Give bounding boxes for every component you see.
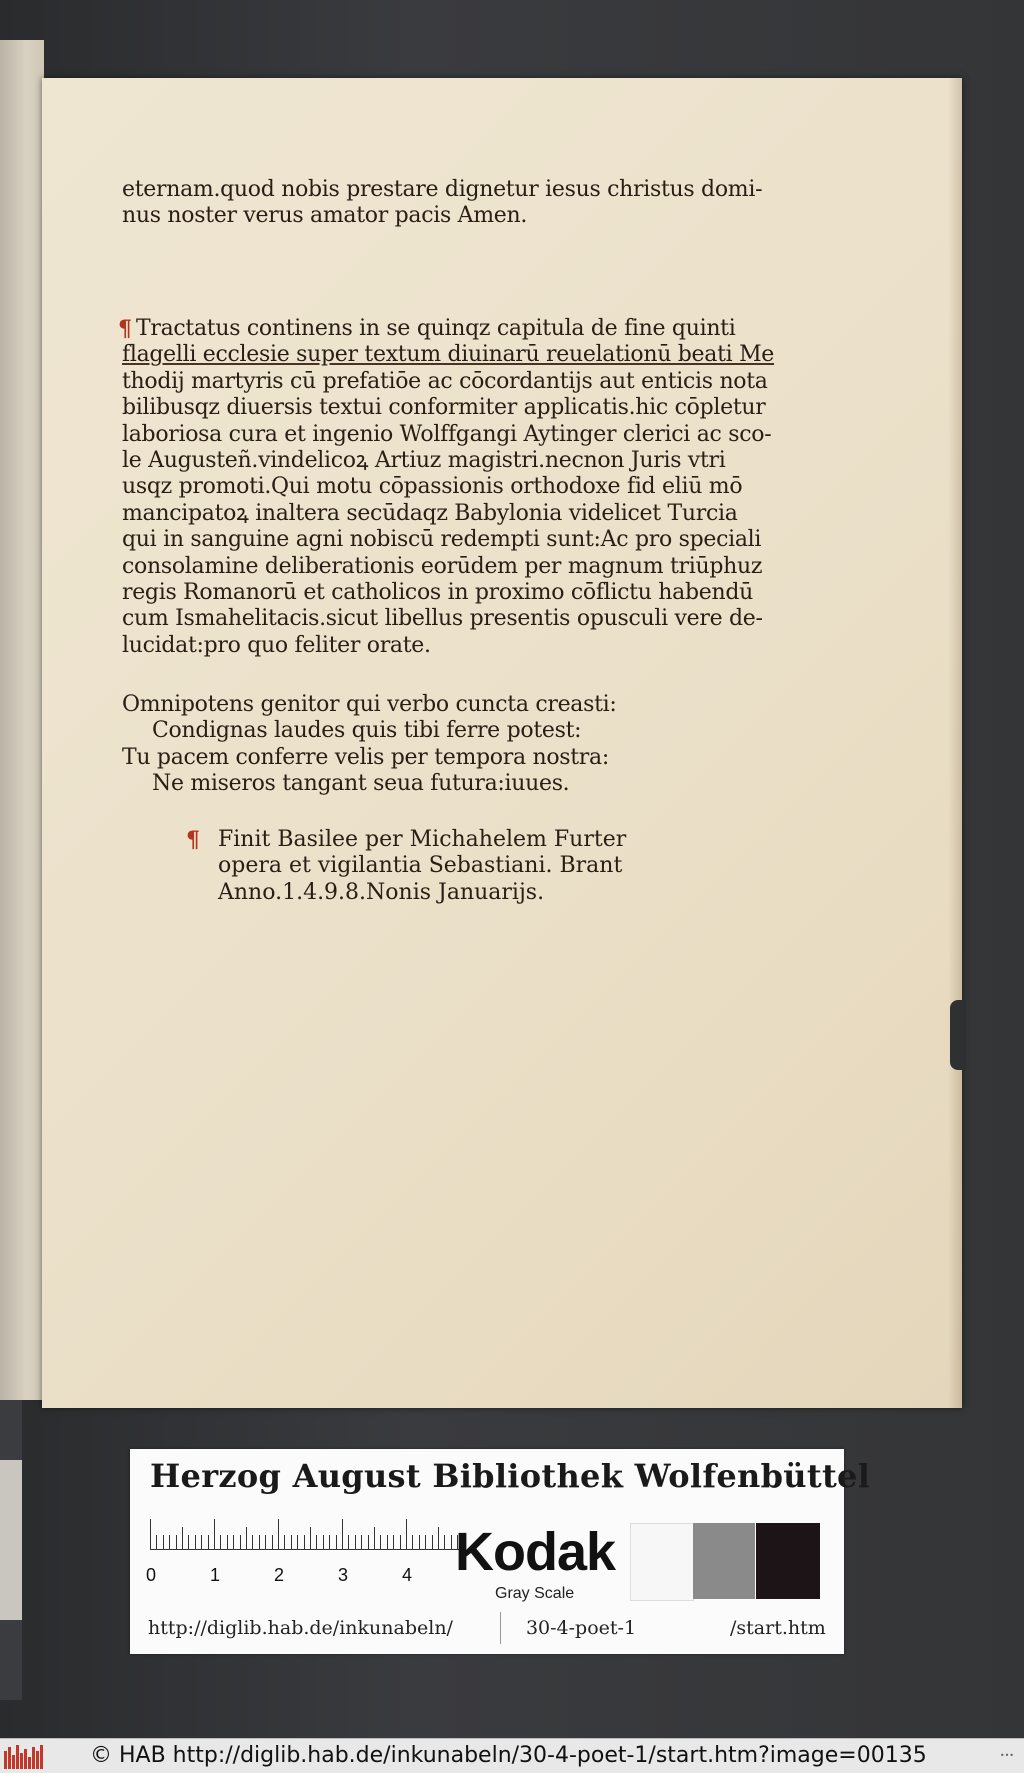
ruler-tick xyxy=(176,1535,177,1549)
kodak-logo: Kodak xyxy=(455,1522,616,1582)
white-swatch xyxy=(630,1523,694,1601)
gray-scale-label: Gray Scale xyxy=(495,1585,575,1602)
treatise-line: consolamine deliberationis eorūdem per magnum triūphuz xyxy=(122,553,763,579)
ruler-tick xyxy=(214,1519,215,1549)
colophon-line: Anno.1.4.9.8.Nonis Januarijs. xyxy=(218,879,545,905)
paragraph-mark-icon: ¶ xyxy=(118,316,132,342)
measurement-ruler xyxy=(146,1519,460,1589)
treatise-line: cum Ismahelitacis.sicut libellus presentis opusculi vere de- xyxy=(122,606,763,632)
ruler-number: 4 xyxy=(402,1565,413,1585)
logo-bar xyxy=(32,1747,35,1769)
ruler-tick xyxy=(432,1535,433,1549)
colophon-block xyxy=(186,827,627,906)
ruler-tick xyxy=(195,1535,196,1549)
ruler-tick xyxy=(201,1535,202,1549)
ruler-tick xyxy=(304,1535,305,1549)
ruler-tick xyxy=(438,1527,439,1549)
gray-swatch xyxy=(693,1523,755,1599)
ruler-tick xyxy=(451,1535,452,1549)
hab-logo-icon xyxy=(4,1745,46,1769)
ruler-tick xyxy=(156,1535,157,1549)
ruler-tick xyxy=(316,1535,317,1549)
verse-line: Omnipotens genitor qui verbo cuncta creasti: xyxy=(122,692,617,717)
card-url: http://diglib.hab.de/inkunabeln/ xyxy=(148,1617,453,1639)
ruler-tick xyxy=(252,1535,253,1549)
ruler-tick xyxy=(208,1535,209,1549)
ruler-tick xyxy=(259,1535,260,1549)
ruler-tick xyxy=(188,1535,189,1549)
ruler-number: 3 xyxy=(338,1565,349,1585)
treatise-line: flagelli ecclesie super textum diuinarū reuelationū beati Me xyxy=(122,342,775,368)
card-title: Herzog August Bibliothek Wolfenbüttel xyxy=(150,1457,871,1495)
logo-bar xyxy=(4,1751,7,1769)
ruler-tick xyxy=(284,1535,285,1549)
status-bar xyxy=(0,1738,1024,1773)
ruler-tick xyxy=(348,1535,349,1549)
paragraph-mark-icon: ¶ xyxy=(186,827,200,853)
ruler-tick xyxy=(368,1535,369,1549)
treatise-line: laboriosa cura et ingenio Wolffgangi Aytinger clerici ac sco- xyxy=(122,421,772,447)
verse-line: Ne miseros tangant seua futura:iuues. xyxy=(152,771,570,797)
logo-bar xyxy=(12,1755,15,1769)
treatise-line: le Augusteñ.vindelicoꝝ Artiuz magistri.necnon Juris vtri xyxy=(122,447,726,473)
page-notch xyxy=(950,1000,964,1070)
status-dots: ••• xyxy=(999,1751,1014,1760)
treatise-line: mancipatoꝝ inaltera secūdaqz Babylonia videlicet Turcia xyxy=(122,500,738,526)
verse-line: Tu pacem conferre velis per tempora nostra: xyxy=(122,744,609,770)
ruler-tick xyxy=(393,1535,394,1549)
ruler-tick xyxy=(355,1535,356,1549)
ruler-tick xyxy=(169,1535,170,1549)
ruler-tick xyxy=(361,1535,362,1549)
verse-block xyxy=(122,692,617,798)
logo-bar xyxy=(24,1749,27,1769)
intro-line: eternam.quod nobis prestare dignetur iesus christus domi- xyxy=(122,177,763,202)
ruler-tick xyxy=(444,1535,445,1549)
ruler-tick xyxy=(342,1519,343,1549)
ruler-tick xyxy=(150,1519,151,1549)
ruler-tick xyxy=(336,1535,337,1549)
ruler-tick xyxy=(323,1535,324,1549)
ruler-tick xyxy=(387,1535,388,1549)
intro-block xyxy=(122,177,762,230)
ruler-tick xyxy=(233,1535,234,1549)
colophon-line: Finit Basilee per Michahelem Furter xyxy=(218,827,627,852)
ruler-tick xyxy=(310,1527,311,1549)
intro-line: nus noster verus amator pacis Amen. xyxy=(122,203,528,229)
treatise-line: bilibusqz diuersis textui conformiter applicatis.hic cōpletur xyxy=(122,395,766,421)
ruler-tick xyxy=(419,1535,420,1549)
ruler-tick xyxy=(412,1535,413,1549)
ruler-tick xyxy=(278,1519,279,1549)
ruler-tick xyxy=(265,1535,266,1549)
status-url[interactable]: © HAB http://diglib.hab.de/inkunabeln/30-4-poet-1/start.htm?image=00135 xyxy=(90,1743,927,1768)
treatise-line: usqz promoti.Qui motu cōpassionis orthodoxe fid eliū mō xyxy=(122,474,743,500)
logo-bar xyxy=(40,1745,43,1769)
ruler-number: 0 xyxy=(146,1565,157,1585)
start-page-label: /start.htm xyxy=(730,1617,826,1639)
ruler-tick xyxy=(329,1535,330,1549)
treatise-line: qui in sanguine agni nobiscū redempti sunt:Ac pro speciali xyxy=(122,527,762,553)
logo-bar xyxy=(8,1747,11,1769)
treatise-line: Tractatus continens in se quinqz capitula de fine quinti xyxy=(136,316,736,341)
ruler-tick xyxy=(227,1535,228,1549)
verse-line: Condignas laudes quis tibi ferre potest: xyxy=(152,718,582,744)
ruler-number: 2 xyxy=(274,1565,285,1585)
ruler-tick xyxy=(374,1527,375,1549)
ruler-tick xyxy=(291,1535,292,1549)
ruler-number: 1 xyxy=(210,1565,221,1585)
treatise-line: thodij martyris cū prefatiōe ac cōcordantijs aut enticis nota xyxy=(122,368,768,394)
ruler-tick xyxy=(246,1527,247,1549)
treatise-block xyxy=(118,316,775,659)
ruler-tick xyxy=(220,1535,221,1549)
logo-bar xyxy=(28,1757,31,1769)
ruler-tick xyxy=(272,1535,273,1549)
ruler-tick xyxy=(297,1535,298,1549)
ruler-tick xyxy=(163,1535,164,1549)
treatise-line: lucidat:pro quo feliter orate. xyxy=(122,632,431,658)
logo-bar xyxy=(16,1745,19,1769)
previous-page-edge xyxy=(0,40,44,1400)
ruler-tick xyxy=(400,1535,401,1549)
logo-bar xyxy=(36,1751,39,1769)
ruler-tick xyxy=(380,1535,381,1549)
shelfmark-label: 30-4-poet-1 xyxy=(500,1612,661,1644)
black-swatch xyxy=(756,1523,820,1599)
ruler-tick xyxy=(182,1527,183,1549)
ruler-baseline xyxy=(150,1549,460,1550)
ruler-tick xyxy=(240,1535,241,1549)
logo-bar xyxy=(20,1753,23,1769)
ruler-tick xyxy=(425,1535,426,1549)
treatise-line: regis Romanorū et catholicos in proximo cōflictu habendū xyxy=(122,579,753,605)
library-color-card xyxy=(130,1449,871,1654)
ruler-tick xyxy=(406,1519,407,1549)
previous-page-label xyxy=(0,1460,22,1620)
colophon-line: opera et vigilantia Sebastiani. Brant xyxy=(218,853,623,879)
